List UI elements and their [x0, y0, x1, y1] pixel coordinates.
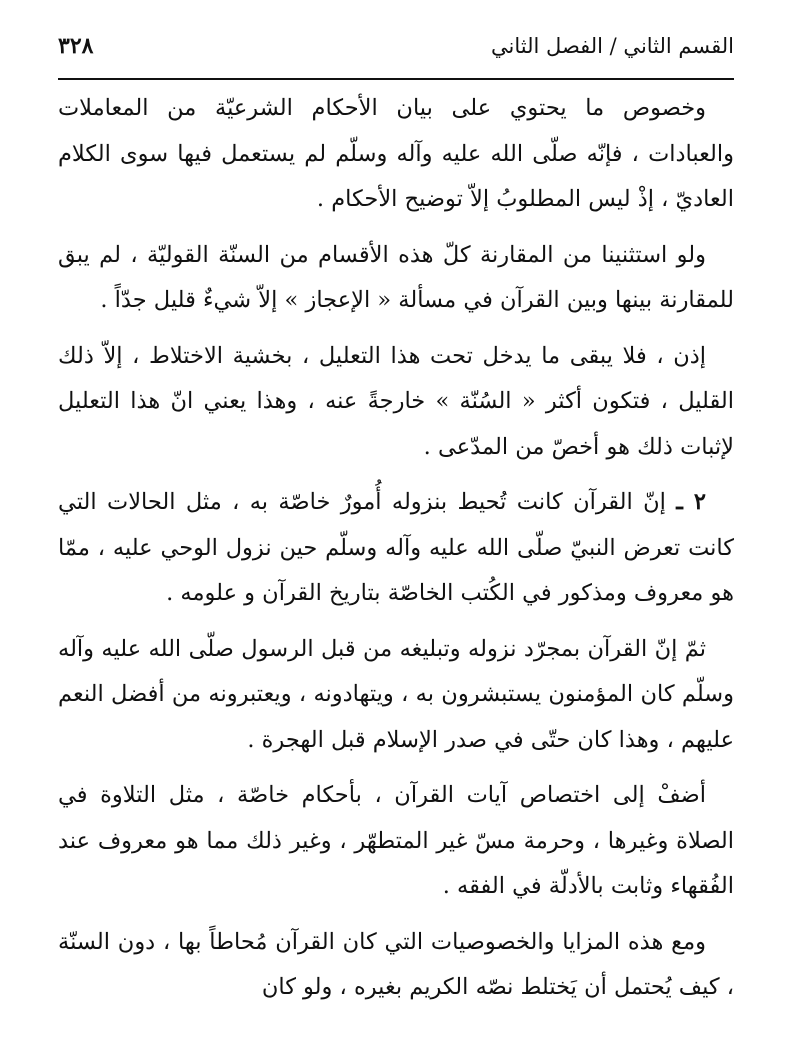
- paragraph-numbered: [58, 480, 734, 617]
- paragraph-text: إنّ القرآن كانت تُحيط بنزوله أُمورٌ خاصّة به ، مثل الحالات التي كانت تعرض النبيّ صلّى الله عليه وآله وسلّم حين نزول الوحي عليه ، ممّا هو معروف ومذكور في الكُتب الخاصّة بتاريخ القرآن و علومه .: [58, 489, 734, 606]
- running-header: [58, 18, 734, 74]
- body-text: [58, 86, 734, 1021]
- header-divider: [58, 78, 734, 80]
- page-number: ٣٢٨: [58, 33, 94, 59]
- paragraph: أضفْ إلى اختصاص آيات القرآن ، بأحكام خاصّة ، مثل التلاوة في الصلاة وغيرها ، وحرمة مسّ غير المتطهّر ، وغير ذلك مما هو معروف عند الفُقهاء وثابت بالأدلّة في الفقه .: [58, 782, 734, 899]
- paragraph-number: ٢ ـ: [676, 489, 706, 515]
- header-section-title: القسم الثاني / الفصل الثاني: [491, 34, 734, 58]
- paragraph: وخصوص ما يحتوي على بيان الأحكام الشرعيّة من المعاملات والعبادات ، فإنّه صلّى الله عليه وآله وسلّم لم يستعمل فيها سوى الكلام العاديّ ، إذْ ليس المطلوبُ إلاّ توضيح الأحكام .: [58, 95, 734, 212]
- paragraph: ومع هذه المزايا والخصوصيات التي كان القرآن مُحاطاً بها ، دون السنّة ، كيف يُحتمل أن يَختلط نصّه الكريم بغيره ، ولو كان: [58, 928, 734, 1000]
- paragraph: إذن ، فلا يبقى ما يدخل تحت هذا التعليل ، بخشية الاختلاط ، إلاّ ذلك القليل ، فتكون أكثر « السُنّة » خارجةً عنه ، وهذا يعني انّ هذا التعليل لإثبات ذلك هو أخصّ من المدّعى .: [58, 342, 734, 460]
- paragraph: ثمّ إنّ القرآن بمجرّد نزوله وتبليغه من قبل الرسول صلّى الله عليه وآله وسلّم كان المؤمنون يستبشرون به ، ويتهادونه ، ويعتبرونه من أفضل النعم عليهم ، وهذا كان حتّى في صدر الإسلام قبل الهجرة .: [58, 635, 734, 753]
- paragraph: ولو استثنينا من المقارنة كلّ هذه الأقسام من السنّة القوليّة ، لم يبق للمقارنة بينها وبين القرآن في مسألة « الإعجاز » إلاّ شيءٌ قليل جدّاً .: [58, 241, 734, 313]
